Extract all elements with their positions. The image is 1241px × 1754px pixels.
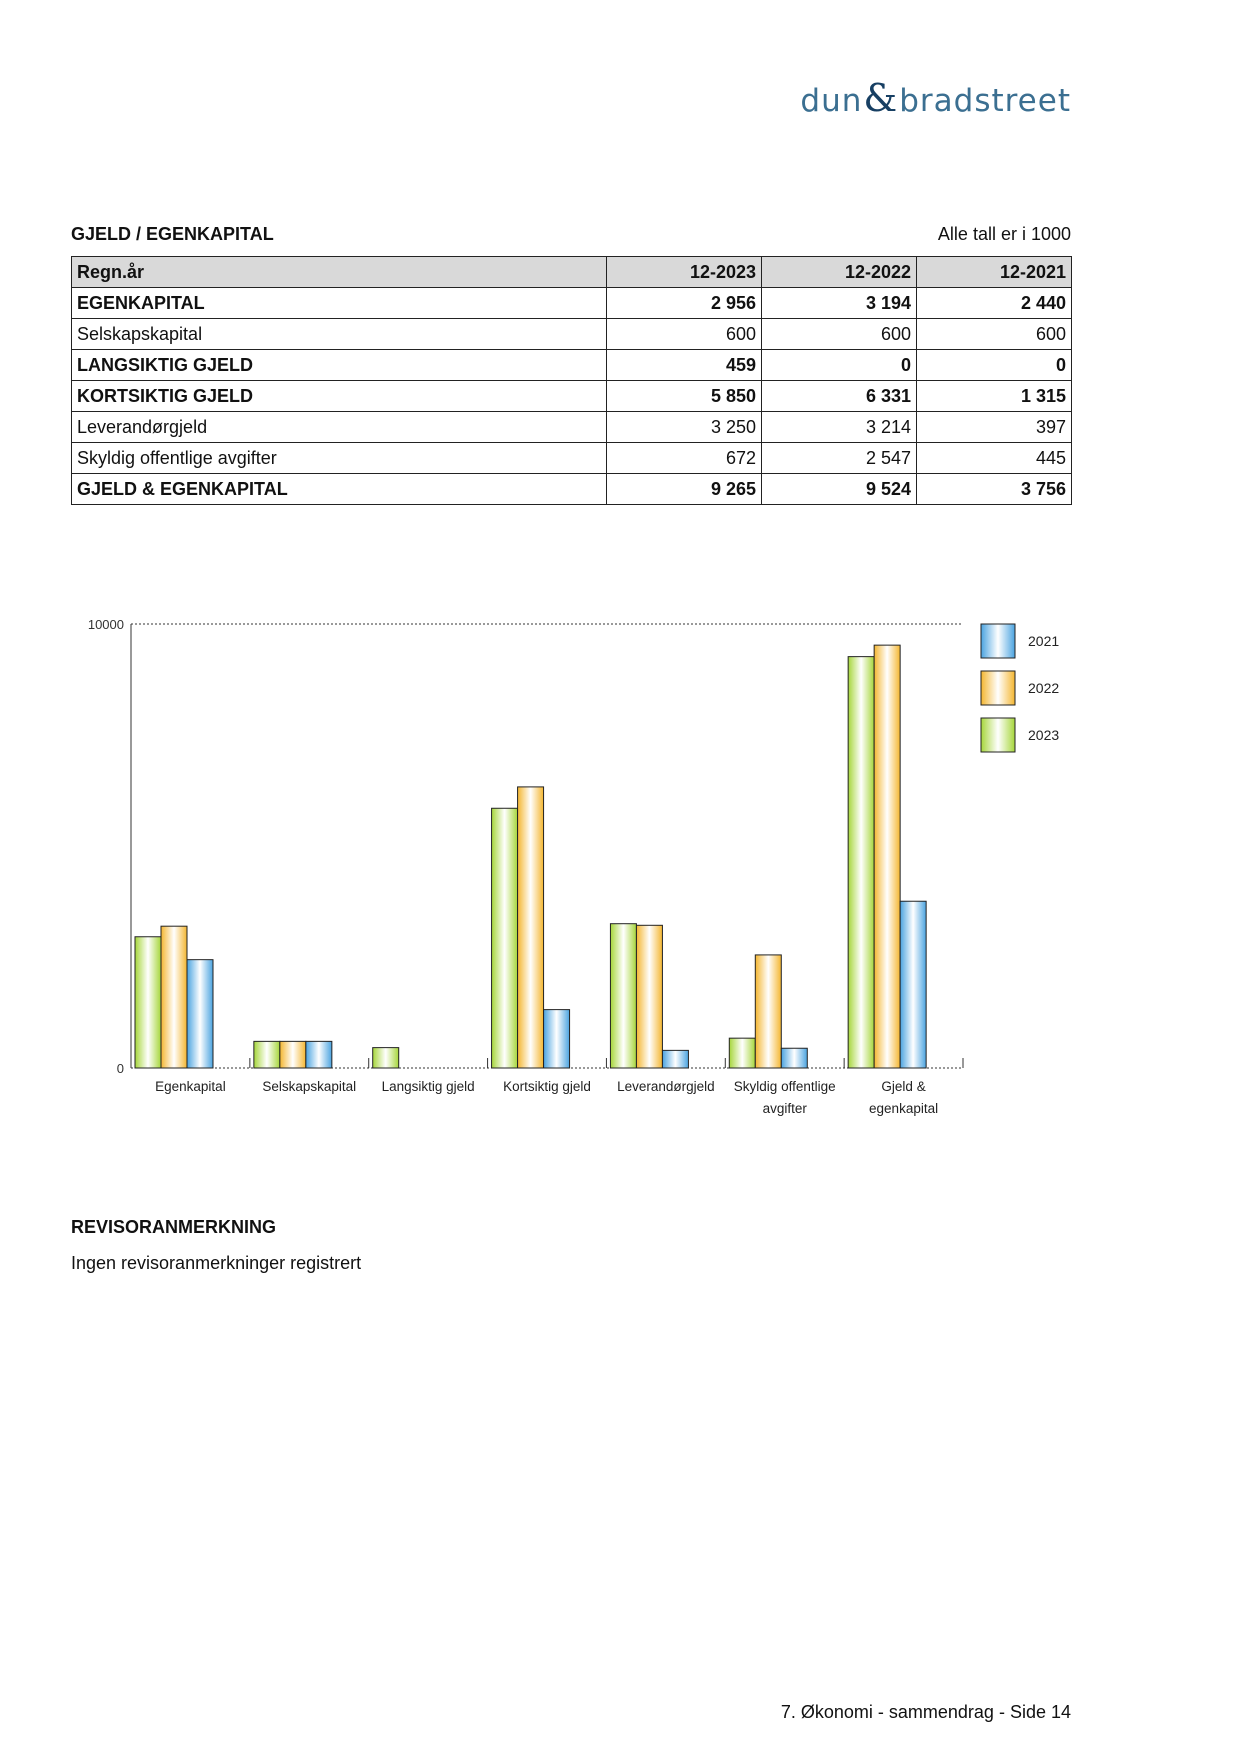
row-value: 1 315: [917, 381, 1072, 412]
x-category-label: avgifter: [762, 1101, 807, 1116]
x-category-label: Leverandørgjeld: [617, 1079, 715, 1094]
x-category-label: Langsiktig gjeld: [381, 1079, 475, 1094]
table-row: [72, 443, 1072, 474]
row-label: KORTSIKTIG GJELD: [72, 381, 607, 412]
legend-label-2021: 2021: [1028, 633, 1060, 649]
row-value: 672: [607, 443, 762, 474]
dun-bradstreet-logo: [800, 76, 1071, 120]
row-label: GJELD & EGENKAPITAL: [72, 474, 607, 505]
row-value: 397: [917, 412, 1072, 443]
legend-label-2023: 2023: [1028, 727, 1060, 743]
header-2023: 12-2023: [607, 257, 762, 288]
units-note: Alle tall er i 1000: [937, 224, 1071, 244]
legend-swatch-2021: [981, 624, 1015, 658]
x-category-label: Kortsiktig gjeld: [503, 1079, 591, 1094]
y-tick-label: 10000: [87, 617, 124, 632]
bar-2022: [755, 955, 781, 1068]
x-category-label: egenkapital: [869, 1101, 939, 1116]
bar-2023: [848, 657, 874, 1068]
bar-2022: [874, 645, 900, 1068]
header-2022: 12-2022: [762, 257, 917, 288]
header-2021: 12-2021: [917, 257, 1072, 288]
row-label: Skyldig offentlige avgifter: [72, 443, 607, 474]
bar-2022: [518, 787, 544, 1068]
bar-2022: [280, 1041, 306, 1068]
bar-2021: [900, 901, 926, 1068]
table-row: [72, 288, 1072, 319]
row-value: 3 250: [607, 412, 762, 443]
row-value: 2 956: [607, 288, 762, 319]
header-regnar: Regn.år: [72, 257, 607, 288]
y-tick-label: 0: [116, 1061, 124, 1076]
page-footer: 7. Økonomi - sammendrag - Side 14: [780, 1702, 1071, 1722]
balance-bar-chart: [0, 600, 1241, 1140]
row-value: 3 756: [917, 474, 1072, 505]
bar-2023: [254, 1041, 280, 1068]
section-title: GJELD / EGENKAPITAL: [71, 224, 274, 244]
row-label: Leverandørgjeld: [72, 412, 607, 443]
bar-2022: [161, 926, 187, 1068]
row-value: 9 524: [762, 474, 917, 505]
row-label: EGENKAPITAL: [72, 288, 607, 319]
bar-2021: [544, 1010, 570, 1068]
row-value: 0: [917, 350, 1072, 381]
row-value: 600: [607, 319, 762, 350]
logo-bradstreet: bradstreet: [899, 83, 1071, 119]
x-category-label: Selskapskapital: [262, 1079, 357, 1094]
row-value: 3 214: [762, 412, 917, 443]
row-label: Selskapskapital: [72, 319, 607, 350]
row-value: 0: [762, 350, 917, 381]
row-value: 5 850: [607, 381, 762, 412]
auditor-text: Ingen revisoranmerkninger registrert: [71, 1253, 362, 1273]
row-value: 6 331: [762, 381, 917, 412]
row-value: 2 547: [762, 443, 917, 474]
x-category-label: Skyldig offentlige: [733, 1079, 836, 1094]
bar-2021: [187, 960, 213, 1068]
table-row: [72, 412, 1072, 443]
legend-label-2022: 2022: [1028, 680, 1060, 696]
bar-2023: [729, 1038, 755, 1068]
bar-2021: [306, 1041, 332, 1068]
bar-2023: [492, 808, 518, 1068]
table-row: [72, 474, 1072, 505]
auditor-title: REVISORANMERKNING: [71, 1217, 277, 1237]
row-value: 600: [762, 319, 917, 350]
table-row: [72, 381, 1072, 412]
legend-swatch-2023: [981, 718, 1015, 752]
bar-2023: [610, 924, 636, 1068]
bar-2021: [781, 1048, 807, 1068]
row-value: 600: [917, 319, 1072, 350]
table-header-row: [72, 257, 1072, 288]
row-value: 3 194: [762, 288, 917, 319]
table-row: [72, 319, 1072, 350]
logo-ampersand: &: [863, 76, 899, 120]
row-value: 445: [917, 443, 1072, 474]
bar-2022: [636, 925, 662, 1068]
table-row: [72, 350, 1072, 381]
balance-table: [71, 256, 1072, 505]
row-value: 459: [607, 350, 762, 381]
row-value: 9 265: [607, 474, 762, 505]
x-category-label: Egenkapital: [155, 1079, 226, 1094]
row-value: 2 440: [917, 288, 1072, 319]
bar-2021: [662, 1050, 688, 1068]
logo-dun: dun: [800, 83, 863, 119]
bar-2023: [135, 937, 161, 1068]
row-label: LANGSIKTIG GJELD: [72, 350, 607, 381]
x-category-label: Gjeld &: [881, 1079, 926, 1094]
bar-2023: [373, 1048, 399, 1068]
legend-swatch-2022: [981, 671, 1015, 705]
